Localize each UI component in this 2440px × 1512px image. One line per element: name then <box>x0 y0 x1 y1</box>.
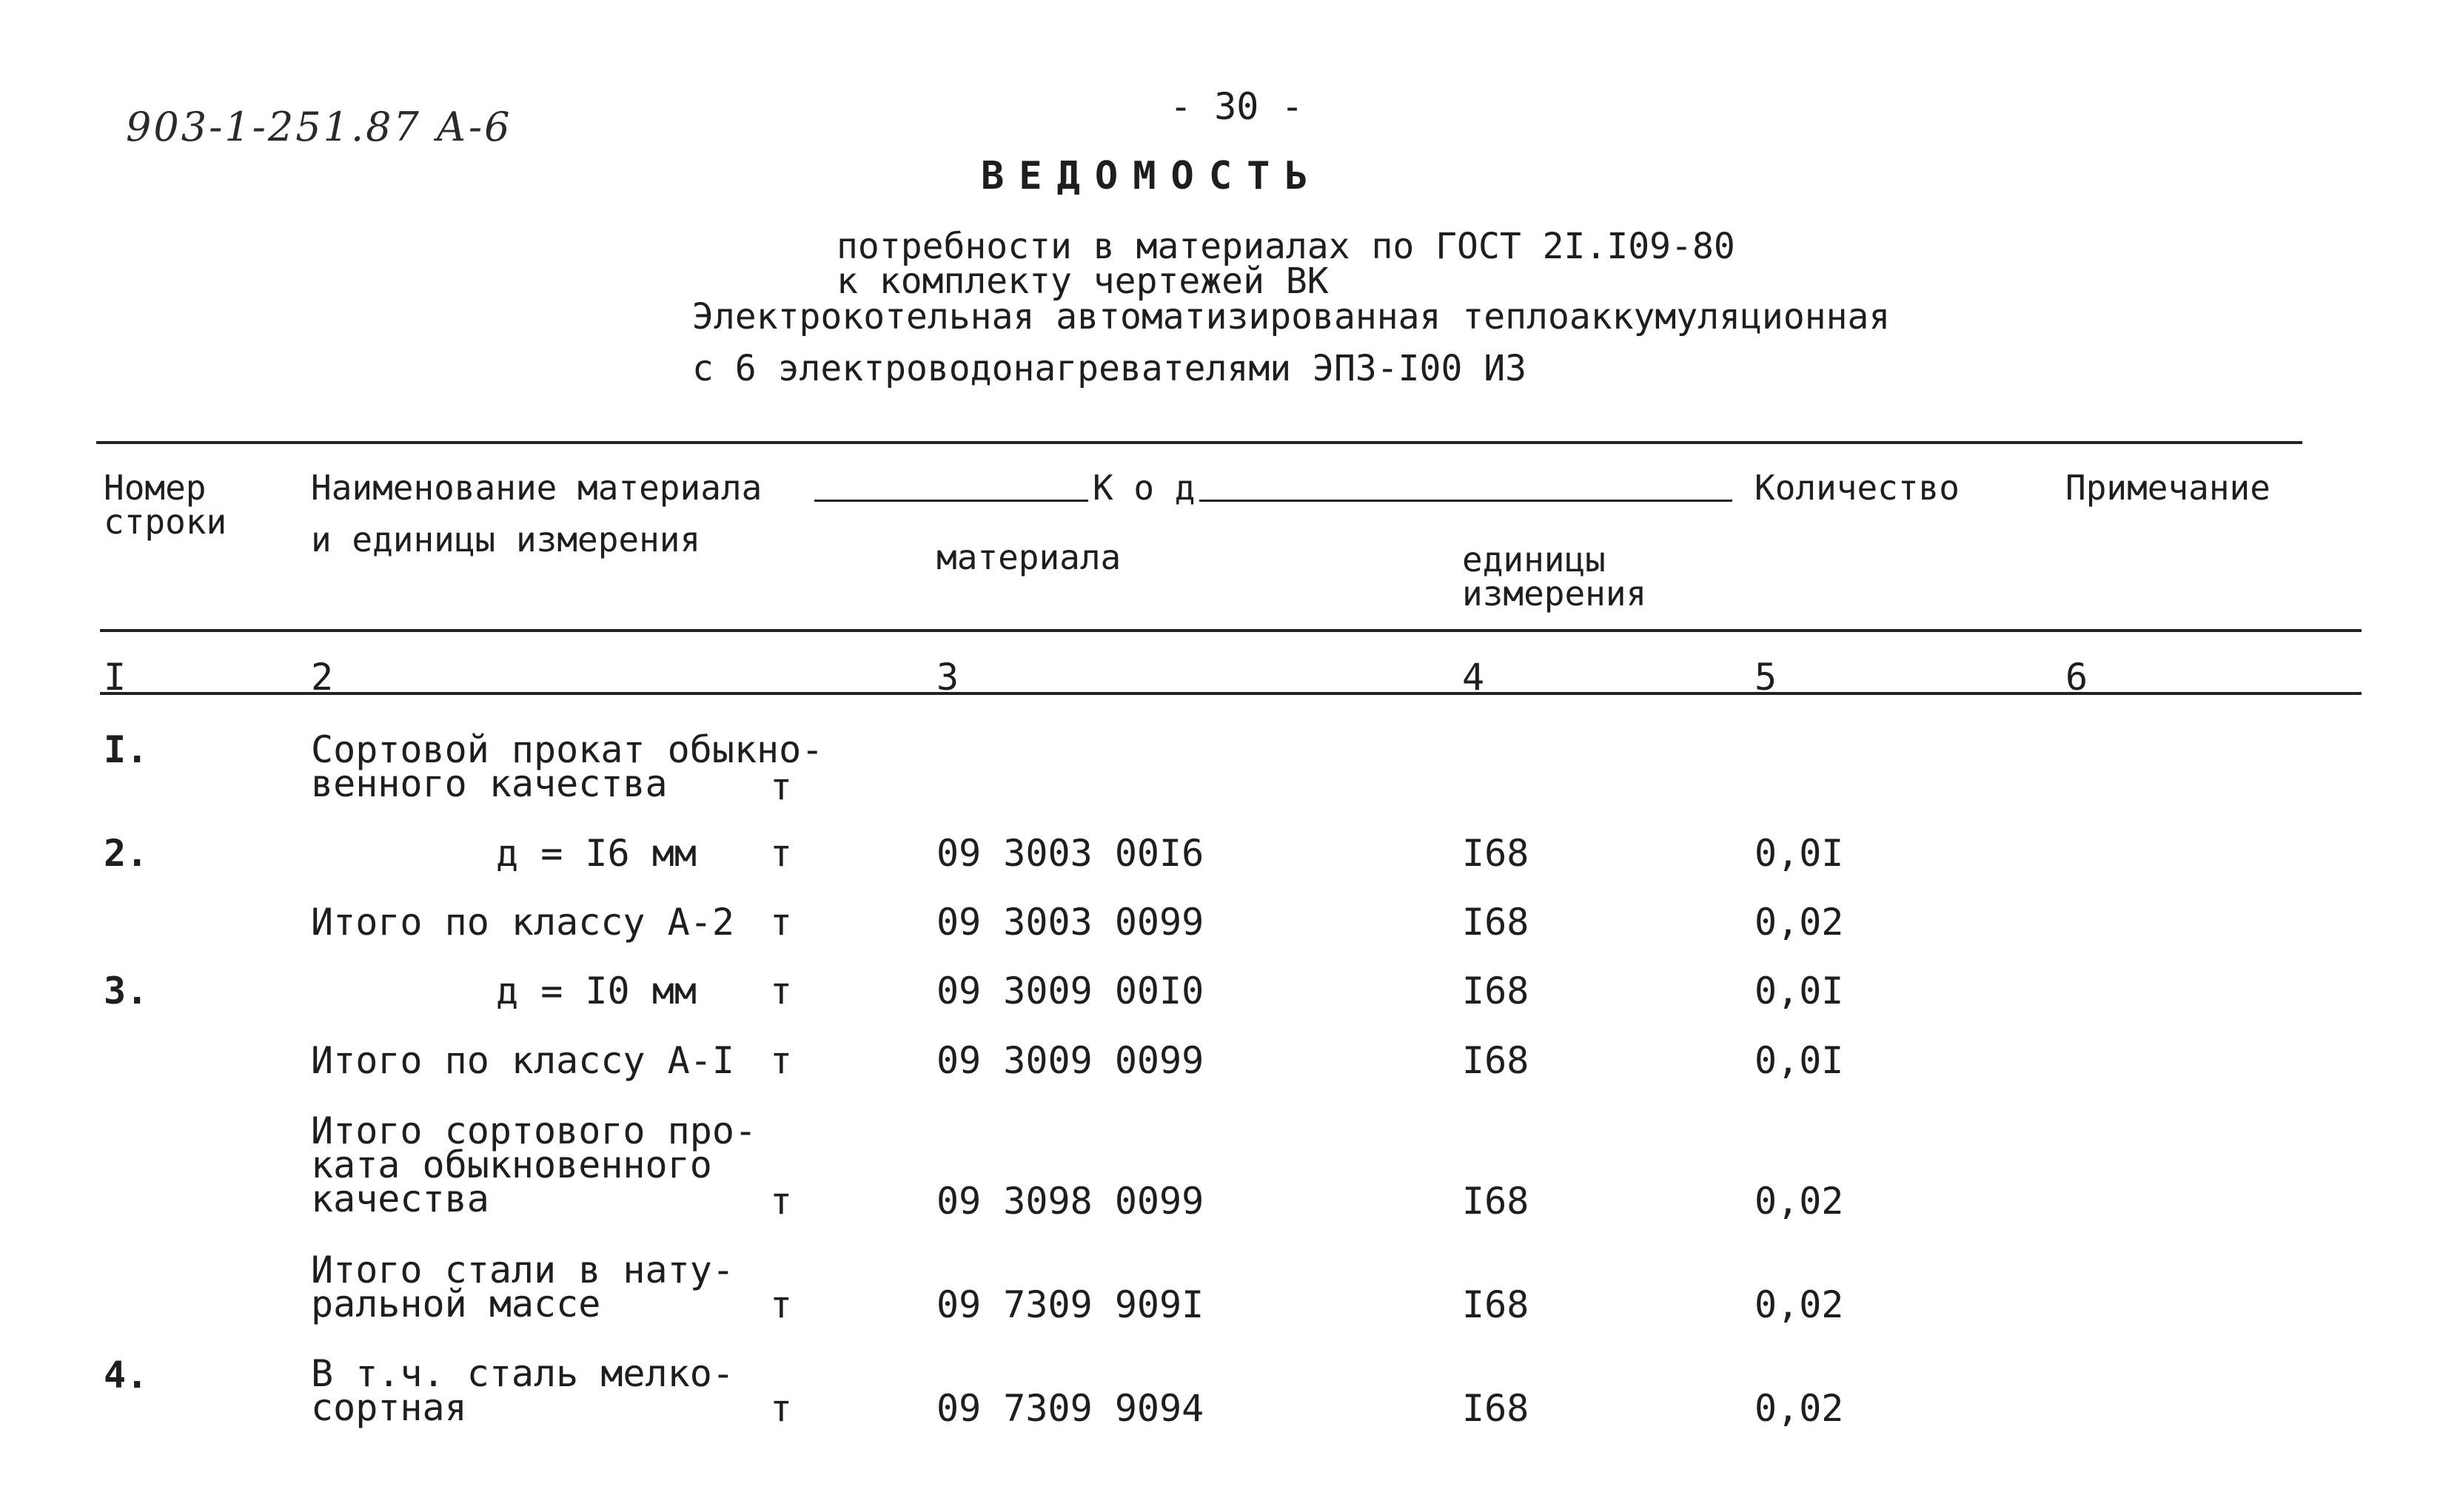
unit: т <box>770 1039 793 1082</box>
header-code-material: материала <box>936 537 1122 577</box>
unit: т <box>770 1180 793 1223</box>
handwritten-document-code: 903-1-251.87 А-6 <box>126 104 512 150</box>
unit-code: I68 <box>1462 1387 1529 1430</box>
row-number: I. <box>104 728 149 771</box>
row-number: 4. <box>104 1354 149 1397</box>
subtitle-line-3: Электрокотельная автоматизированная теплоаккумуляционная <box>692 296 1891 337</box>
document-title: ВЕДОМОСТЬ <box>981 154 1323 198</box>
table-top-rule <box>96 441 2302 444</box>
column-number: I <box>104 656 127 699</box>
column-number: 4 <box>1462 656 1485 699</box>
material-name: Итого по классу А-2 <box>311 901 734 944</box>
subtitle-line-4: с 6 электроводонагревателями ЭПЗ-I00 ИЗ <box>692 348 1527 389</box>
material-name: Сортовой прокат обыкно- венного качества <box>311 728 824 805</box>
material-name: Итого стали в нату- ральной массе <box>311 1249 734 1325</box>
unit: т <box>770 970 793 1012</box>
column-number: 6 <box>2065 656 2088 699</box>
column-number: 5 <box>1754 656 1777 699</box>
header-quantity: Количество <box>1754 468 1960 508</box>
header-material-name: Наименование материала <box>311 468 762 508</box>
material-name: д = I6 мм <box>496 832 697 875</box>
quantity: 0,02 <box>1754 901 1844 944</box>
code-group-rule <box>814 500 1732 502</box>
material-code: 09 3003 00I6 <box>936 832 1204 875</box>
material-name: Итого сортового про- ката обыкновенного качества <box>311 1109 757 1220</box>
material-code: 09 7309 9094 <box>936 1387 1204 1430</box>
header-note: Примечание <box>2065 468 2270 508</box>
unit: т <box>770 1387 793 1430</box>
unit: т <box>770 765 793 808</box>
page-number: - 30 - <box>1170 85 1304 128</box>
header-code-unit: единицы измерения <box>1462 540 1647 614</box>
column-number: 2 <box>311 656 334 699</box>
material-name: Итого по классу А-I <box>311 1039 734 1082</box>
material-code: 09 3098 0099 <box>936 1180 1204 1223</box>
unit-code: I68 <box>1462 1039 1529 1082</box>
column-numbers-rule <box>100 692 2362 695</box>
unit: т <box>770 832 793 875</box>
unit-code: I68 <box>1462 901 1529 944</box>
unit-code: I68 <box>1462 1180 1529 1223</box>
quantity: 0,02 <box>1754 1180 1844 1223</box>
header-material-name-line2: и единицы измерения <box>311 520 701 560</box>
quantity: 0,0I <box>1754 1039 1844 1082</box>
quantity: 0,02 <box>1754 1387 1844 1430</box>
material-name: д = I0 мм <box>496 970 697 1012</box>
material-code: 09 3009 00I0 <box>936 970 1204 1012</box>
row-number: 3. <box>104 970 149 1012</box>
material-code: 09 3009 0099 <box>936 1039 1204 1082</box>
quantity: 0,02 <box>1754 1283 1844 1326</box>
quantity: 0,0I <box>1754 832 1844 875</box>
unit-code: I68 <box>1462 970 1529 1012</box>
material-name: В т.ч. сталь мелко- сортная <box>311 1352 734 1429</box>
unit: т <box>770 901 793 944</box>
unit-code: I68 <box>1462 832 1529 875</box>
unit: т <box>770 1283 793 1326</box>
header-code: К о д <box>1088 471 1199 505</box>
row-number: 2. <box>104 832 149 875</box>
column-number: 3 <box>936 656 959 699</box>
unit-code: I68 <box>1462 1283 1529 1326</box>
quantity: 0,0I <box>1754 970 1844 1012</box>
subtitle-line-1: потребности в материалах по ГОСТ 2I.I09-80 <box>837 226 1735 267</box>
subtitle-line-2: к комплекту чертежей ВК <box>837 261 1329 302</box>
header-row-number: Номер строки <box>104 468 227 542</box>
material-code: 09 7309 909I <box>936 1283 1204 1326</box>
header-bottom-rule <box>100 629 2362 632</box>
material-code: 09 3003 0099 <box>936 901 1204 944</box>
